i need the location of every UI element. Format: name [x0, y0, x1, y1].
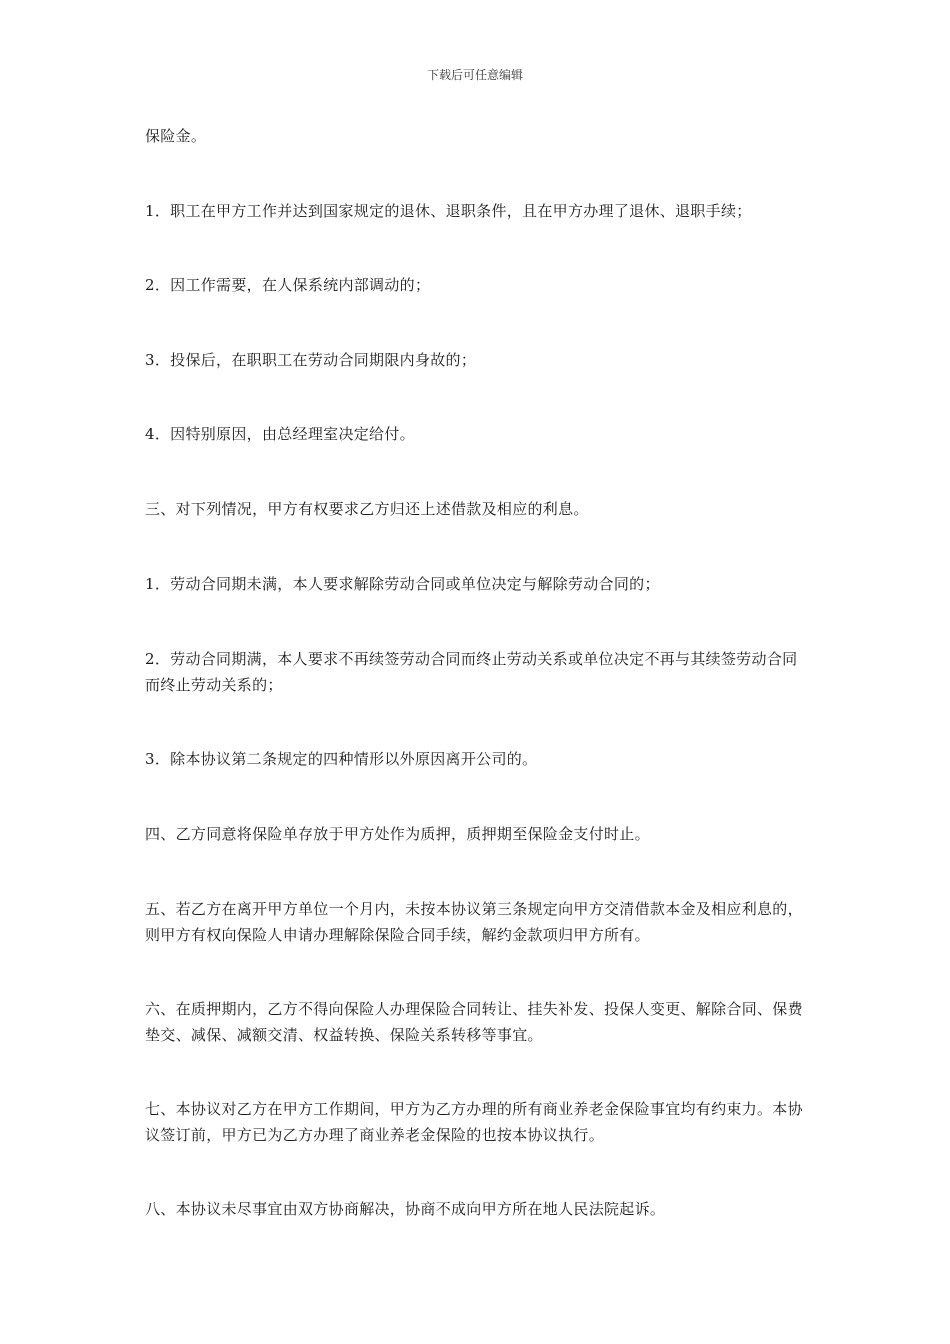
list-item-contract-expired: 2．劳动合同期满，本人要求不再续签劳动合同而终止劳动关系或单位决定不再与其续签劳动合同而终止劳动关系的； [145, 650, 798, 694]
clause-three: 三、对下列情况，甲方有权要求乙方归还上述借款及相应的利息。 [145, 500, 589, 518]
clause-eight: 八、本协议未尽事宜由双方协商解决，协商不成向甲方所在地人民法院起诉。 [145, 1200, 666, 1218]
clause-seven: 七、本协议对乙方在甲方工作期间，甲方为乙方办理的所有商业养老金保险事宜均有约束力。本协议签订前，甲方已为乙方办理了商业养老金保险的也按本协议执行。 [145, 1100, 803, 1144]
list-item-death-in-service: 3．投保后，在职职工在劳动合同期限内身故的； [145, 351, 477, 369]
paragraph-insurance-payment: 保险金。 [145, 127, 207, 145]
clause-five: 五、若乙方在离开甲方单位一个月内，未按本协议第三条规定向甲方交清借款本金及相应利息的，则甲方有权向保险人申请办理解除保险合同手续，解约金款项归甲方所有。 [145, 900, 803, 944]
clause-four: 四、乙方同意将保险单存放于甲方处作为质押，质押期至保险金支付时止。 [145, 825, 650, 843]
list-item-contract-unexpired: 1．劳动合同期未满，本人要求解除劳动合同或单位决定与解除劳动合同的； [145, 575, 660, 593]
list-item-internal-transfer: 2．因工作需要，在人保系统内部调动的； [145, 276, 431, 294]
clause-six: 六、在质押期内，乙方不得向保险人办理保险合同转让、挂失补发、投保人变更、解除合同、保费垫交、减保、减额交清、权益转换、保险关系转移等事宜。 [145, 1000, 803, 1044]
list-item-special-reason: 4．因特别原因，由总经理室决定给付。 [145, 425, 415, 443]
list-item-retirement: 1．职工在甲方工作并达到国家规定的退休、退职条件，且在甲方办理了退休、退职手续； [145, 202, 752, 220]
list-item-other-departure: 3．除本协议第二条规定的四种情形以外原因离开公司的。 [145, 750, 538, 768]
page-header: 下载后可任意编辑 [426, 68, 523, 82]
